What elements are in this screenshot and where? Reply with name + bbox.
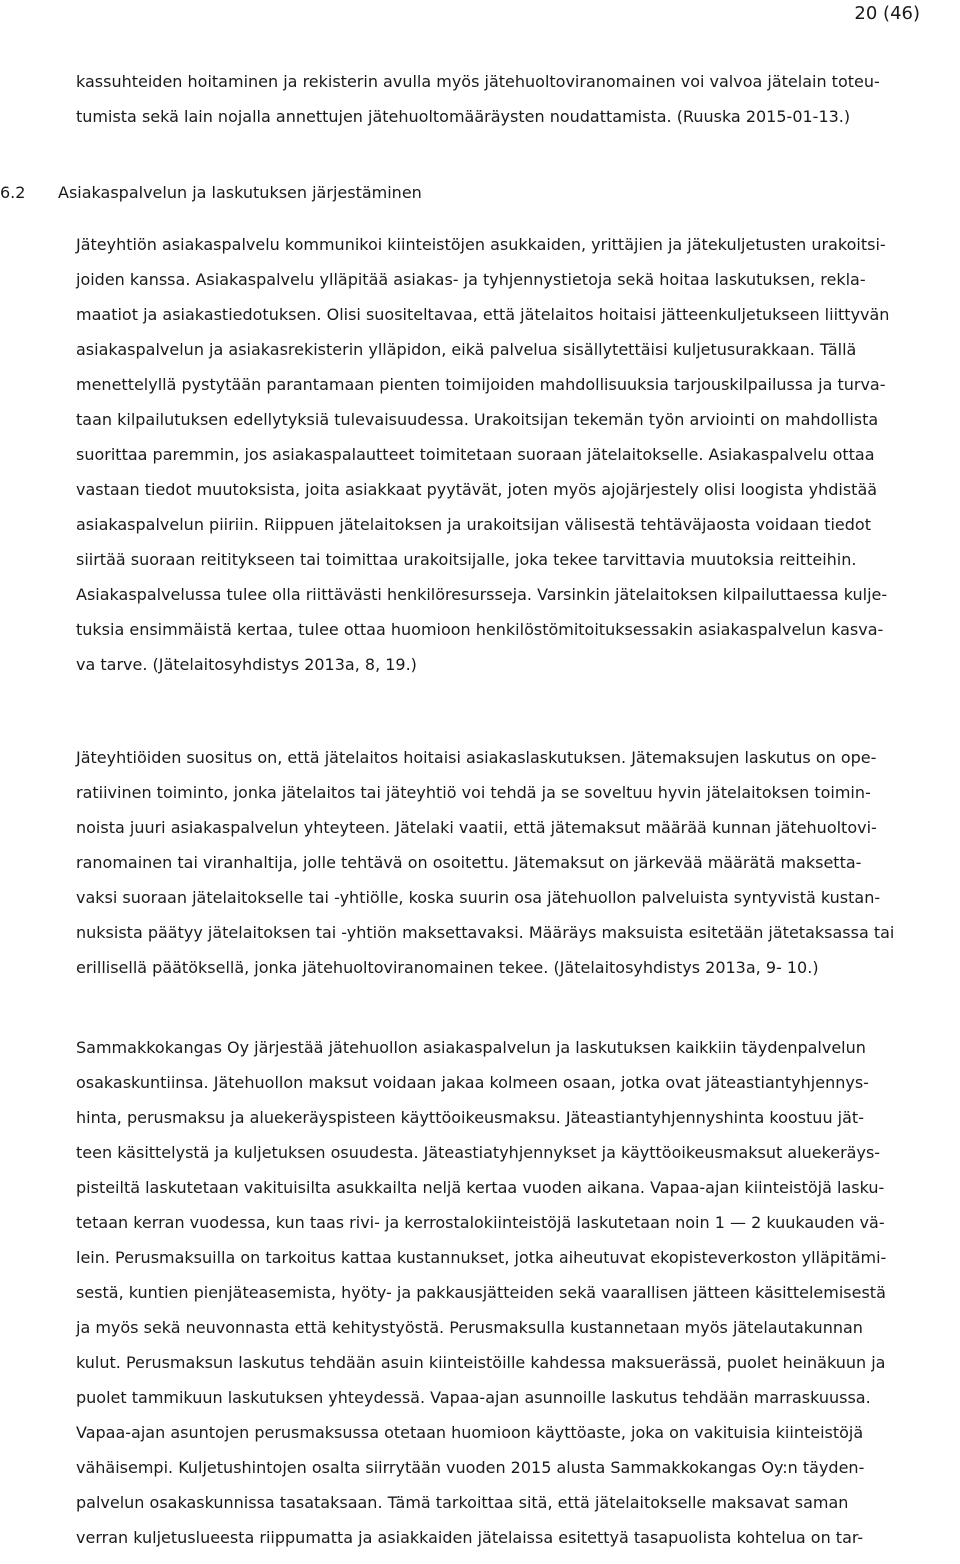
- text-line: asiakaspalvelun piiriin. Riippuen jätelaitoksen ja urakoitsijan välisestä tehtäväjaosta voidaan tiedot: [76, 515, 871, 534]
- text-line: hinta, perusmaksu ja aluekeräyspisteen käyttöoikeusmaksu. Jäteastiantyhjennyshinta koostuu jät-: [76, 1108, 864, 1127]
- text-line: Vapaa-ajan asuntojen perusmaksussa otetaan huomioon käyttöaste, joka on vakituisia kiinteistöjä: [76, 1423, 864, 1442]
- text-line: vastaan tiedot muutoksista, joita asiakkaat pyytävät, joten myös ajojärjestely olisi loogista yhdistää: [76, 480, 878, 499]
- page-number: 20 (46): [854, 3, 920, 24]
- text-line: tumista sekä lain nojalla annettujen jätehuoltomääräysten noudattamista. (Ruuska 2015-01-13.): [76, 107, 851, 126]
- section-number: 6.2: [0, 183, 26, 202]
- text-line: palvelun osakaskunnissa tasataksaan. Tämä tarkoittaa sitä, että jätelaitokselle maksavat saman: [76, 1493, 849, 1512]
- paragraph-customer-service: [76, 227, 960, 682]
- text-line: kassuhteiden hoitaminen ja rekisterin avulla myös jätehuoltoviranomainen voi valvoa jätelain toteu-: [76, 72, 880, 91]
- text-line: Jäteyhtiön asiakaspalvelu kommunikoi kiinteistöjen asukkaiden, yrittäjien ja jätekuljetusten urakoitsi-: [76, 235, 886, 254]
- text-line: noista juuri asiakaspalvelun yhteyteen. Jätelaki vaatii, että jätemaksut määrää kunnan jätehuoltovi-: [76, 818, 877, 837]
- text-line: nuksista päätyy jätelaitoksen tai -yhtiön maksettavaksi. Määräys maksuista esitetään jätetaksassa tai: [76, 923, 895, 942]
- section-heading: [0, 175, 960, 210]
- text-line: va tarve. (Jätelaitosyhdistys 2013a, 8, 19.): [76, 655, 417, 674]
- text-line: suorittaa paremmin, jos asiakaspalautteet toimitetaan suoraan jätelaitokselle. Asiakaspalvelu ottaa: [76, 445, 875, 464]
- text-line: Asiakaspalvelussa tulee olla riittävästi henkilöresursseja. Varsinkin jätelaitoksen kilpailuttaessa kulje-: [76, 585, 888, 604]
- text-line: osakaskuntiinsa. Jätehuollon maksut voidaan jakaa kolmeen osaan, jotka ovat jäteastiantyhjennys-: [76, 1073, 869, 1092]
- section-title: Asiakaspalvelun ja laskutuksen järjestäminen: [58, 183, 422, 202]
- text-line: vähäisempi. Kuljetushintojen osalta siirrytään vuoden 2015 alusta Sammakkokangas Oy:n täyden-: [76, 1458, 865, 1477]
- text-line: taan kilpailutuksen edellytyksiä tulevaisuudessa. Urakoitsijan tekemän työn arviointi on mahdollista: [76, 410, 879, 429]
- text-line: verran kuljetuslueesta riippumatta ja asiakkaiden jätelaissa esitettyä tasapuolista kohtelua on tar-: [76, 1528, 864, 1547]
- text-line: tetaan kerran vuodessa, kun taas rivi- ja kerrostalokiinteistöjä laskutetaan noin 1 — 2 kuukauden vä-: [76, 1213, 885, 1232]
- text-line: joiden kanssa. Asiakaspalvelu ylläpitää asiakas- ja tyhjennystietoja sekä hoitaa laskutuksen, rekla-: [76, 270, 866, 289]
- text-line: ja myös sekä neuvonnasta että kehitystyöstä. Perusmaksulla kustannetaan myös jätelautakunnan: [76, 1318, 863, 1337]
- text-line: maatiot ja asiakastiedotuksen. Olisi suositeltavaa, että jätelaitos hoitaisi jätteenkuljetukseen liittyvän: [76, 305, 890, 324]
- text-line: erillisellä päätöksellä, jonka jätehuoltoviranomainen tekee. (Jätelaitosyhdistys 2013a, 9- 10.): [76, 958, 819, 977]
- text-line: puolet tammikuun laskutuksen yhteydessä. Vapaa-ajan asunnoille laskutus tehdään marraskuussa.: [76, 1388, 871, 1407]
- text-line: asiakaspalvelun ja asiakasrekisterin ylläpidon, eikä palvelua sisällytettäisi kuljetusurakkaan. Tällä: [76, 340, 857, 359]
- text-line: Sammakkokangas Oy järjestää jätehuollon asiakaspalvelun ja laskutuksen kaikkiin täydenpalvelun: [76, 1038, 866, 1057]
- intro-paragraph: [76, 64, 960, 134]
- text-line: ratiivinen toiminto, jonka jätelaitos tai jäteyhtiö voi tehdä ja se soveltuu hyvin jätelaitoksen toimin-: [76, 783, 871, 802]
- text-line: lein. Perusmaksuilla on tarkoitus kattaa kustannukset, jotka aiheutuvat ekopisteverkoston ylläpitämi-: [76, 1248, 887, 1267]
- paragraph-sammakkokangas: [76, 1030, 960, 1555]
- text-line: sestä, kuntien pienjäteasemista, hyöty- ja pakkausjätteiden sekä vaarallisen jätteen käsittelemisestä: [76, 1283, 886, 1302]
- text-line: kulut. Perusmaksun laskutus tehdään asuin kiinteistöille kahdessa maksuerässä, puolet heinäkuun ja: [76, 1353, 886, 1372]
- text-line: vaksi suoraan jätelaitokselle tai -yhtiölle, koska suurin osa jätehuollon palveluista syntyvistä kustan-: [76, 888, 881, 907]
- paragraph-billing-recommendation: [76, 740, 960, 985]
- text-line: siirtää suoraan reititykseen tai toimittaa urakoitsijalle, joka tekee tarvittavia muutoksia reitteihin.: [76, 550, 857, 569]
- text-line: Jäteyhtiöiden suositus on, että jätelaitos hoitaisi asiakaslaskutuksen. Jätemaksujen laskutus on ope-: [76, 748, 877, 767]
- text-line: tuksia ensimmäistä kertaa, tulee ottaa huomioon henkilöstömitoituksessakin asiakaspalvelun kasva-: [76, 620, 884, 639]
- text-line: menettelyllä pystytään parantamaan pienten toimijoiden mahdollisuuksia tarjouskilpailussa ja turva-: [76, 375, 886, 394]
- text-line: pisteiltä laskutetaan vakituisilta asukkailta neljä kertaa vuoden aikana. Vapaa-ajan kiinteistöjä lasku-: [76, 1178, 885, 1197]
- text-line: teen käsittelystä ja kuljetuksen osuudesta. Jäteastiatyhjennykset ja käyttöoikeusmaksut aluekeräys-: [76, 1143, 881, 1162]
- text-line: ranomainen tai viranhaltija, jolle tehtävä on osoitettu. Jätemaksut on järkevää määrätä maksetta-: [76, 853, 862, 872]
